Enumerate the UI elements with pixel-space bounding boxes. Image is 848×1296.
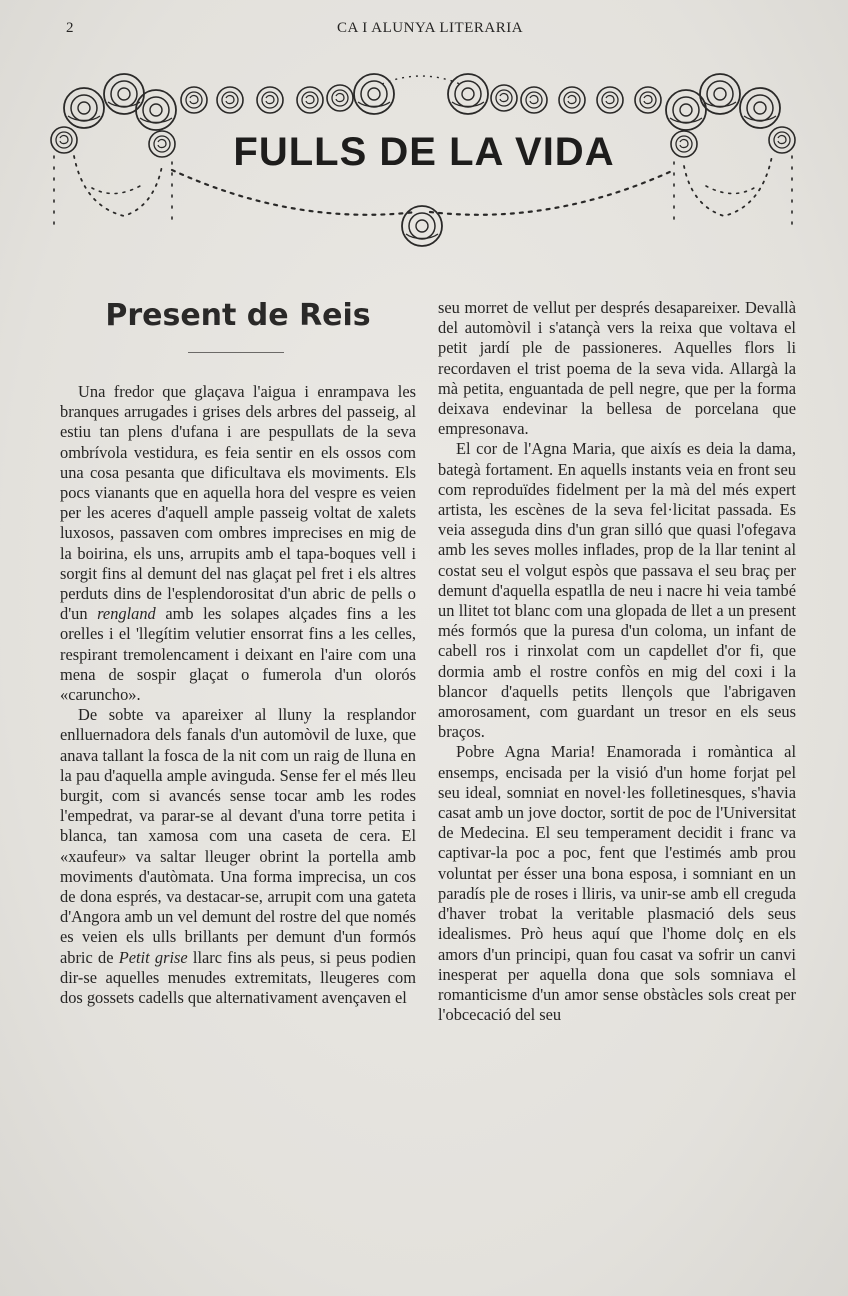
- page-number: 2: [66, 20, 74, 36]
- paragraph-text: De sobte va apareixer al lluny la resplandor enlluernadora dels fanals d'un automòvil de luxe, que anava tallant la fosca de la nit com un raig de lluna en la pau d'aquella ample avinguda. Sense fer el més lleu burgit, com si avancés sense tocar amb les rodes l'empedrat, va parar-se al devant d'una torre petita i blanca, tan xamosa com una caseta de cera. El «xaufeur» va saltar lleuger obrint la portella amb moviments d'autòmata. Una forma imprecisa, un cos de dona esprés, va destacar-se, arrupit com una gateta d'Angora amb un vel demunt del rostre del que només es veien els ulls brillants per demunt d'un formós abric de: [60, 705, 416, 967]
- paragraph-text: Pobre Agna Maria! Enamorada i romàntica al ensemps, encisada per la visió d'un home forjat pel seu ideal, somniat en novel·les folletinesques, s'havia casat amb un jove doctor, sortit de poc de l'Universitat de Medecina. El seu temperament decidit i franc va captivar-la poc a poc, fent que l'estimés amb prou voluntat per ésser una bona esposa, i somniant en un paradís ple de roses i lliris, va unir-se amb ell creguda d'haver trobat la veritable plasmació dels seus idealismes. Prò heus aquí que l'home dolç en els amors d'un principi, quan fou casat va sofrir un canvi inesperat per aquella dona que sols somniava el romanticisme d'un amor sense obstàcles sols creat per l'obcecació del seu: [438, 742, 796, 1025]
- paragraph: [438, 742, 796, 1025]
- paragraph: [60, 705, 416, 1008]
- paragraph: [438, 439, 796, 742]
- title-divider: [188, 352, 284, 353]
- paragraph: [438, 298, 796, 439]
- journal-title: CA I ALUNYA LITERARIA: [336, 20, 524, 36]
- italic-phrase: Petit grise: [118, 947, 188, 967]
- paragraph-text: seu morret de vellut per després desapareixer. Devallà del automòvil i s'atançà vers la reixa que voltava el petit jardí ple de passioneres. Aquelles flors li recordaven el trist poema de la seva vida. Allargà la mà petita, enguantada de pell negre, que per la forma deixava endevinar la bellesa de porcelana que empresonava.: [438, 298, 796, 439]
- article-title: Present de Reis: [105, 298, 371, 333]
- banner-title: FULLS DE LA VIDA: [233, 130, 615, 174]
- left-column: [60, 382, 416, 1008]
- italic-phrase: rengland: [97, 604, 156, 624]
- paragraph-text: Una fredor que glaçava l'aigua i enrampava les branques arrugades i grises dels arbres del passeig, al estiu tan plens d'ufana i are pespullats de la seva ombrívola vestidura, es feia sentir en els ossos com una cosa pesanta que dificultava els moviments. Els pocs vianants que en aquella hora del vespre es veien per les aceres d'aquell ample passeig voltat de xalets luxosos, passaven com ombres imprecises en mig de la boirina, els uns, arrupits amb el tapa-boques vell i sorgit fins al demunt del nas glaçat pel fret i els altres perduts dins de l'esplendorositat d'un abric de pells o d'un: [60, 382, 416, 624]
- paragraph-text: El cor de l'Agna Maria, que aixís es deia la dama, bategà fortament. En aquells instants veia en front seu com reproduïdes fidelment per la mà del més expert artista, les escènes de la seva fel·licitat passada. Es veia asseguda dins d'un gran silló que quasi l'ofegava amb les seves molles inflades, prop de la llar tenint al costat seu el volgut espòs que passava el seu braç per demunt d'aquella espatlla de neu i nacre hi veia també un llitet tot blanc com una glopada de llet a un present més formós que la puresa d'un coloma, un infant de cabell ros i rinxolat com un capdellet d'or fi, que dormia amb el rostre confòs en mig del coxi i la blancor d'aquells petits llençols que l'abrigaven amorosament, com guardant un tresor en els seus braços.: [438, 439, 796, 742]
- right-column: [438, 298, 796, 1025]
- paragraph: [60, 382, 416, 705]
- paragraph-text: amb les solapes alçades fins a les orelles i el 'llegítim velutier ensorrat fins a les celles, respirant tremolencament i deixant en l'aire com una mena de sospir glaçat o fumerola d'un olorós «caruncho».: [60, 604, 416, 705]
- running-head: [60, 20, 800, 40]
- paragraph-text: llarc fins als peus, si peus podien dir-se aquelles menudes extremitats, lleugeres com dos gossets cadells que alternativament avençaven el: [60, 947, 416, 1008]
- section-banner: [44, 66, 804, 256]
